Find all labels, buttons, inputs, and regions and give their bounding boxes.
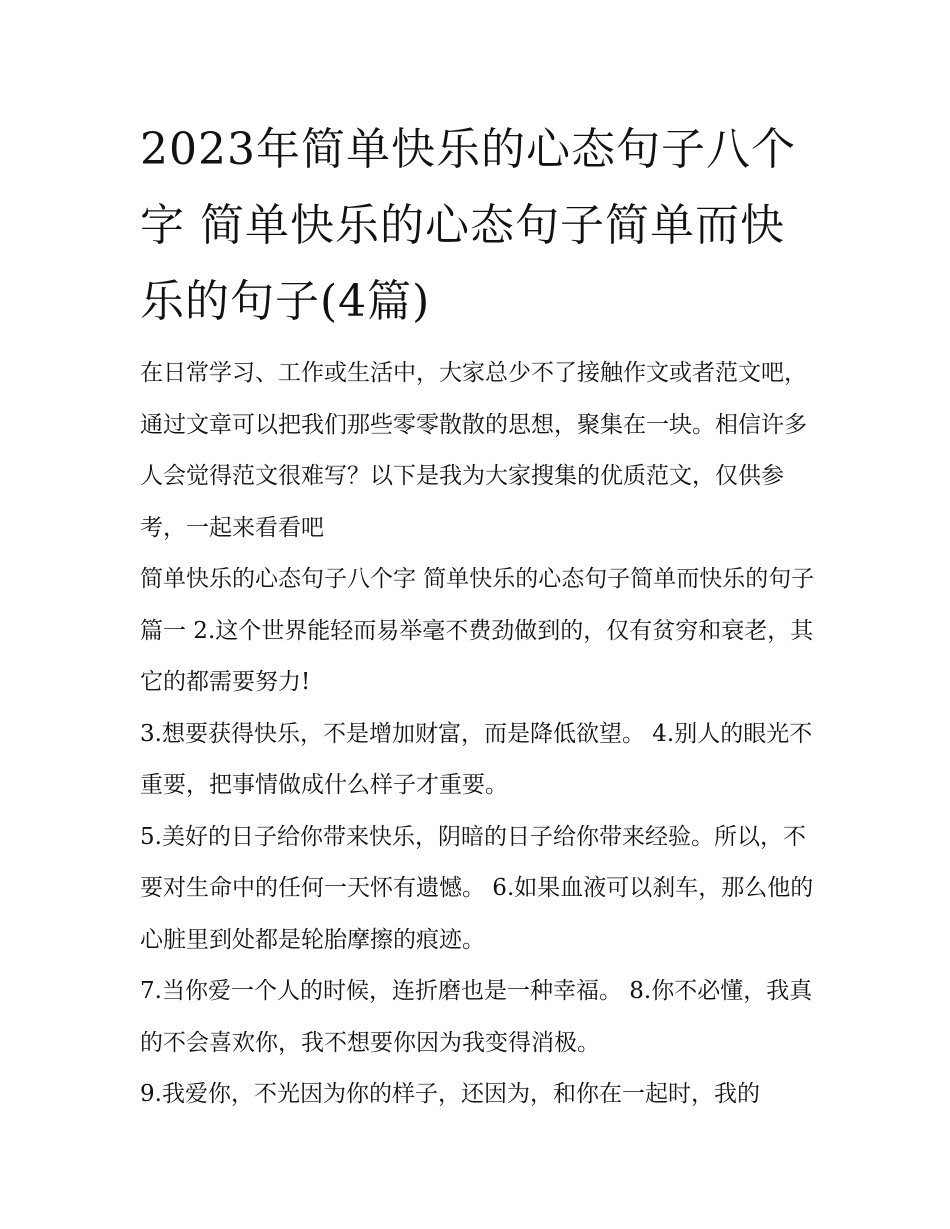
paragraph-section-one: 简单快乐的心态句子八个字 简单快乐的心态句子简单而快乐的句子篇一 2.这个世界能轻而易举毫不费劲做到的，仅有贫穷和衰老，其它的都需要努力! [140, 566, 815, 695]
paragraph-intro: 在日常学习、工作或生活中，大家总少不了接触作文或者范文吧，通过文章可以把我们那些零零散散的思想，聚集在一块。相信许多人会觉得范文很难写？以下是我为大家搜集的优质范文，仅供参考，一起来看看吧 [140, 360, 807, 541]
document-page [140, 112, 820, 1121]
paragraph-items-3-4: 3.想要获得快乐，不是增加财富，而是降低欲望。 4.别人的眼光不重要，把事情做成什么样子才重要。 [140, 720, 813, 798]
document-body [140, 348, 820, 1121]
paragraph-items-7-8: 7.当你爱一个人的时候，连折磨也是一种幸福。 8.你不必懂，我真的不会喜欢你，我不想要你因为我变得消极。 [140, 978, 813, 1056]
document-title: 2023年简单快乐的心态句子八个字 简单快乐的心态句子简单而快乐的句子(4篇) [140, 124, 796, 327]
paragraph-items-5-6: 5.美好的日子给你带来快乐，阴暗的日子给你带来经验。所以，不要对生命中的任何一天怀有遗憾。 6.如果血液可以刹车，那么他的心脏里到处都是轮胎摩擦的痕迹。 [140, 823, 814, 953]
paragraph-item-9: 9.我爱你，不光因为你的样子，还因为，和你在一起时，我的 [140, 1081, 760, 1107]
